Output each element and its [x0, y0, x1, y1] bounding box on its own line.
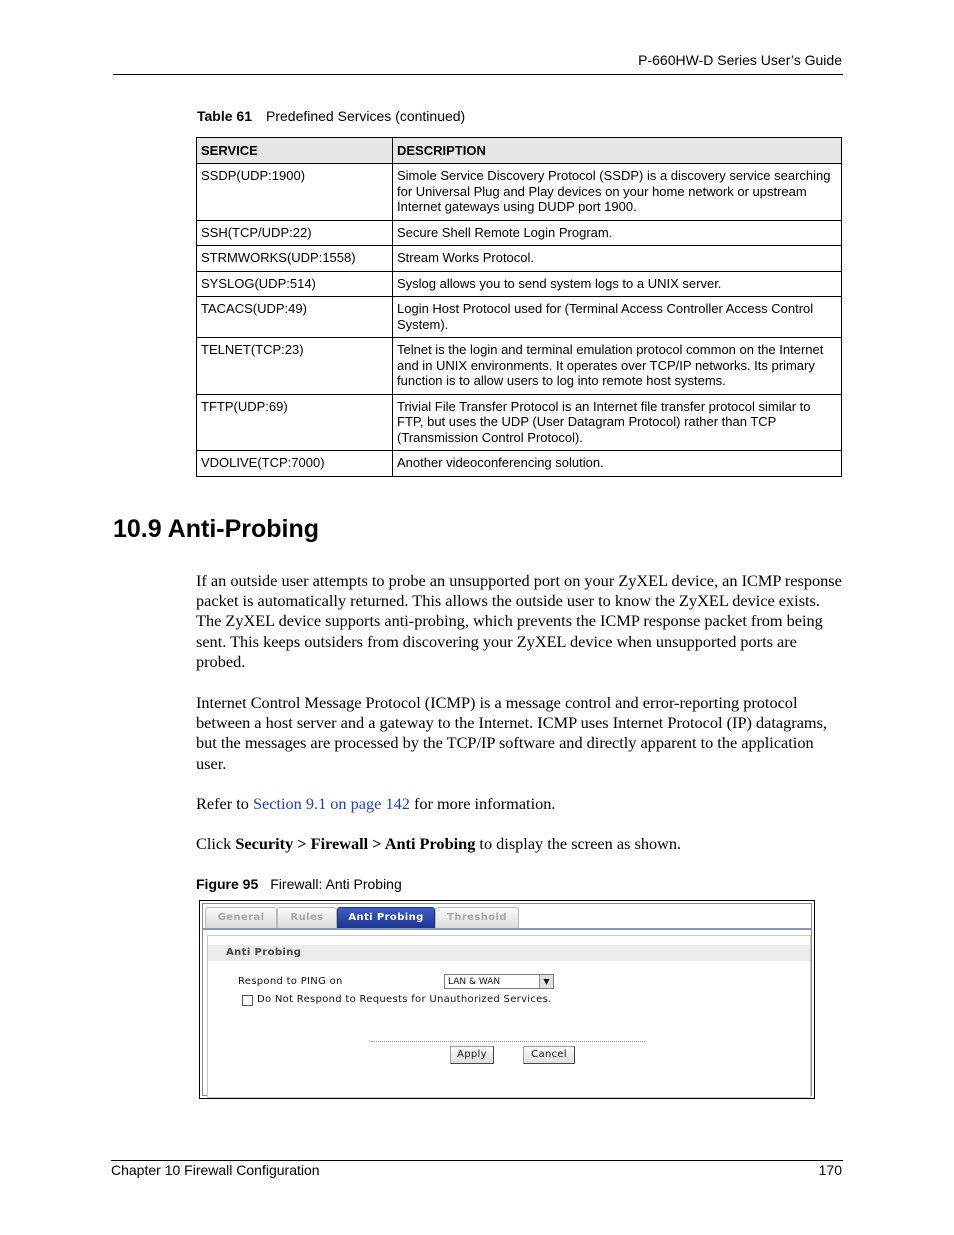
chevron-down-icon[interactable]: ▼ [539, 975, 553, 988]
nav-path: Security > Firewall > Anti Probing [235, 834, 476, 853]
tab-bar [203, 904, 811, 930]
tab-general[interactable]: General [205, 907, 277, 928]
nav-suffix: to display the screen as shown. [475, 834, 682, 853]
service-cell: VDOLIVE(TCP:7000) [197, 451, 393, 477]
service-cell: TACACS(UDP:49) [197, 297, 393, 338]
panel-title: Anti Probing [208, 945, 810, 961]
table-caption [197, 108, 465, 124]
respond-to-ping-value: LAN & WAN [448, 977, 501, 987]
description-cell: Trivial File Transfer Protocol is an Internet file transfer protocol similar to FTP, but uses the UDP (User Datagram Protocol) rather than TCP (Transmission Control Protocol). [393, 394, 842, 451]
footer-chapter: Chapter 10 Firewall Configuration [111, 1162, 320, 1178]
tab-rules[interactable]: Rules [277, 907, 337, 928]
description-cell: Simole Service Discovery Protocol (SSDP) is a discovery service searching for Universal Plug and Play devices on your home network or upstream Internet gateways using DUDP port 1900. [393, 164, 842, 221]
icmp-paragraph: Internet Control Message Protocol (ICMP) is a message control and error-reporting protocol between a host server and a gateway to the Internet. ICMP uses Internet Protocol (IP) datagrams, but the messages are processed by the TCP/IP software and directly apparent to the application user. [196, 693, 828, 773]
header-rule [113, 74, 843, 75]
table-row [197, 246, 842, 272]
service-cell: TFTP(UDP:69) [197, 394, 393, 451]
reference-paragraph [196, 794, 842, 814]
figure-title: Firewall: Anti Probing [270, 876, 402, 892]
table-row [197, 338, 842, 395]
description-cell: Secure Shell Remote Login Program. [393, 220, 842, 246]
description-cell: Another videoconferencing solution. [393, 451, 842, 477]
description-cell: Syslog allows you to send system logs to a UNIX server. [393, 271, 842, 297]
figure-label: Figure 95 [196, 876, 259, 892]
reference-prefix: Refer to [196, 794, 253, 813]
nav-prefix: Click [196, 834, 236, 853]
column-header-description: DESCRIPTION [393, 138, 842, 164]
table-row [197, 394, 842, 451]
table-row [197, 164, 842, 221]
table-label: Table 61 [197, 108, 252, 124]
page-number: 170 [818, 1162, 842, 1178]
cancel-button[interactable]: Cancel [523, 1046, 575, 1064]
service-cell: STRMWORKS(UDP:1558) [197, 246, 393, 272]
table-header-row [197, 138, 842, 164]
intro-paragraph: If an outside user attempts to probe an unsupported port on your ZyXEL device, an ICMP response packet is automatically returned. This allows the outside user to know the ZyXEL device exists. The ZyXEL device supports anti-probing, which prevents the ICMP response packet from being sent. This keeps outsiders from discovering your ZyXEL device when unsupported ports are probed. [196, 571, 842, 671]
button-divider [371, 1041, 645, 1042]
figure-caption [196, 876, 402, 892]
firewall-panel [202, 903, 812, 1096]
description-cell: Stream Works Protocol. [393, 246, 842, 272]
table-row [197, 271, 842, 297]
column-header-service: SERVICE [197, 138, 393, 164]
figure-frame [199, 900, 815, 1099]
description-cell: Login Host Protocol used for (Terminal Access Controller Access Control System). [393, 297, 842, 338]
apply-button[interactable]: Apply [450, 1046, 494, 1064]
description-cell: Telnet is the login and terminal emulation protocol common on the Internet and in UNIX environments. It operates over TCP/IP networks. Its primary function is to allow users to log into remote host systems. [393, 338, 842, 395]
footer-rule [111, 1160, 843, 1161]
unauthorized-services-checkbox[interactable] [242, 995, 253, 1006]
table-row [197, 297, 842, 338]
service-cell: SSDP(UDP:1900) [197, 164, 393, 221]
navigation-paragraph [196, 834, 842, 854]
respond-to-ping-label: Respond to PING on [238, 976, 343, 987]
reference-suffix: for more information. [409, 794, 556, 813]
service-cell: TELNET(TCP:23) [197, 338, 393, 395]
tab-anti-probing[interactable]: Anti Probing [337, 907, 435, 928]
running-header: P-660HW-D Series User’s Guide [638, 52, 842, 68]
predefined-services-table [196, 137, 842, 477]
tab-threshold[interactable]: Threshold [435, 907, 519, 928]
table-row [197, 451, 842, 477]
service-cell: SSH(TCP/UDP:22) [197, 220, 393, 246]
service-cell: SYSLOG(UDP:514) [197, 271, 393, 297]
unauthorized-services-label: Do Not Respond to Requests for Unauthorized Services. [257, 994, 552, 1005]
anti-probing-content [207, 935, 811, 1098]
table-row [197, 220, 842, 246]
respond-to-ping-select[interactable] [444, 974, 554, 989]
section-heading: 10.9 Anti-Probing [113, 515, 320, 543]
section-link[interactable]: Section 9.1 on page 142 [252, 794, 410, 813]
table-title: Predefined Services (continued) [266, 108, 466, 124]
